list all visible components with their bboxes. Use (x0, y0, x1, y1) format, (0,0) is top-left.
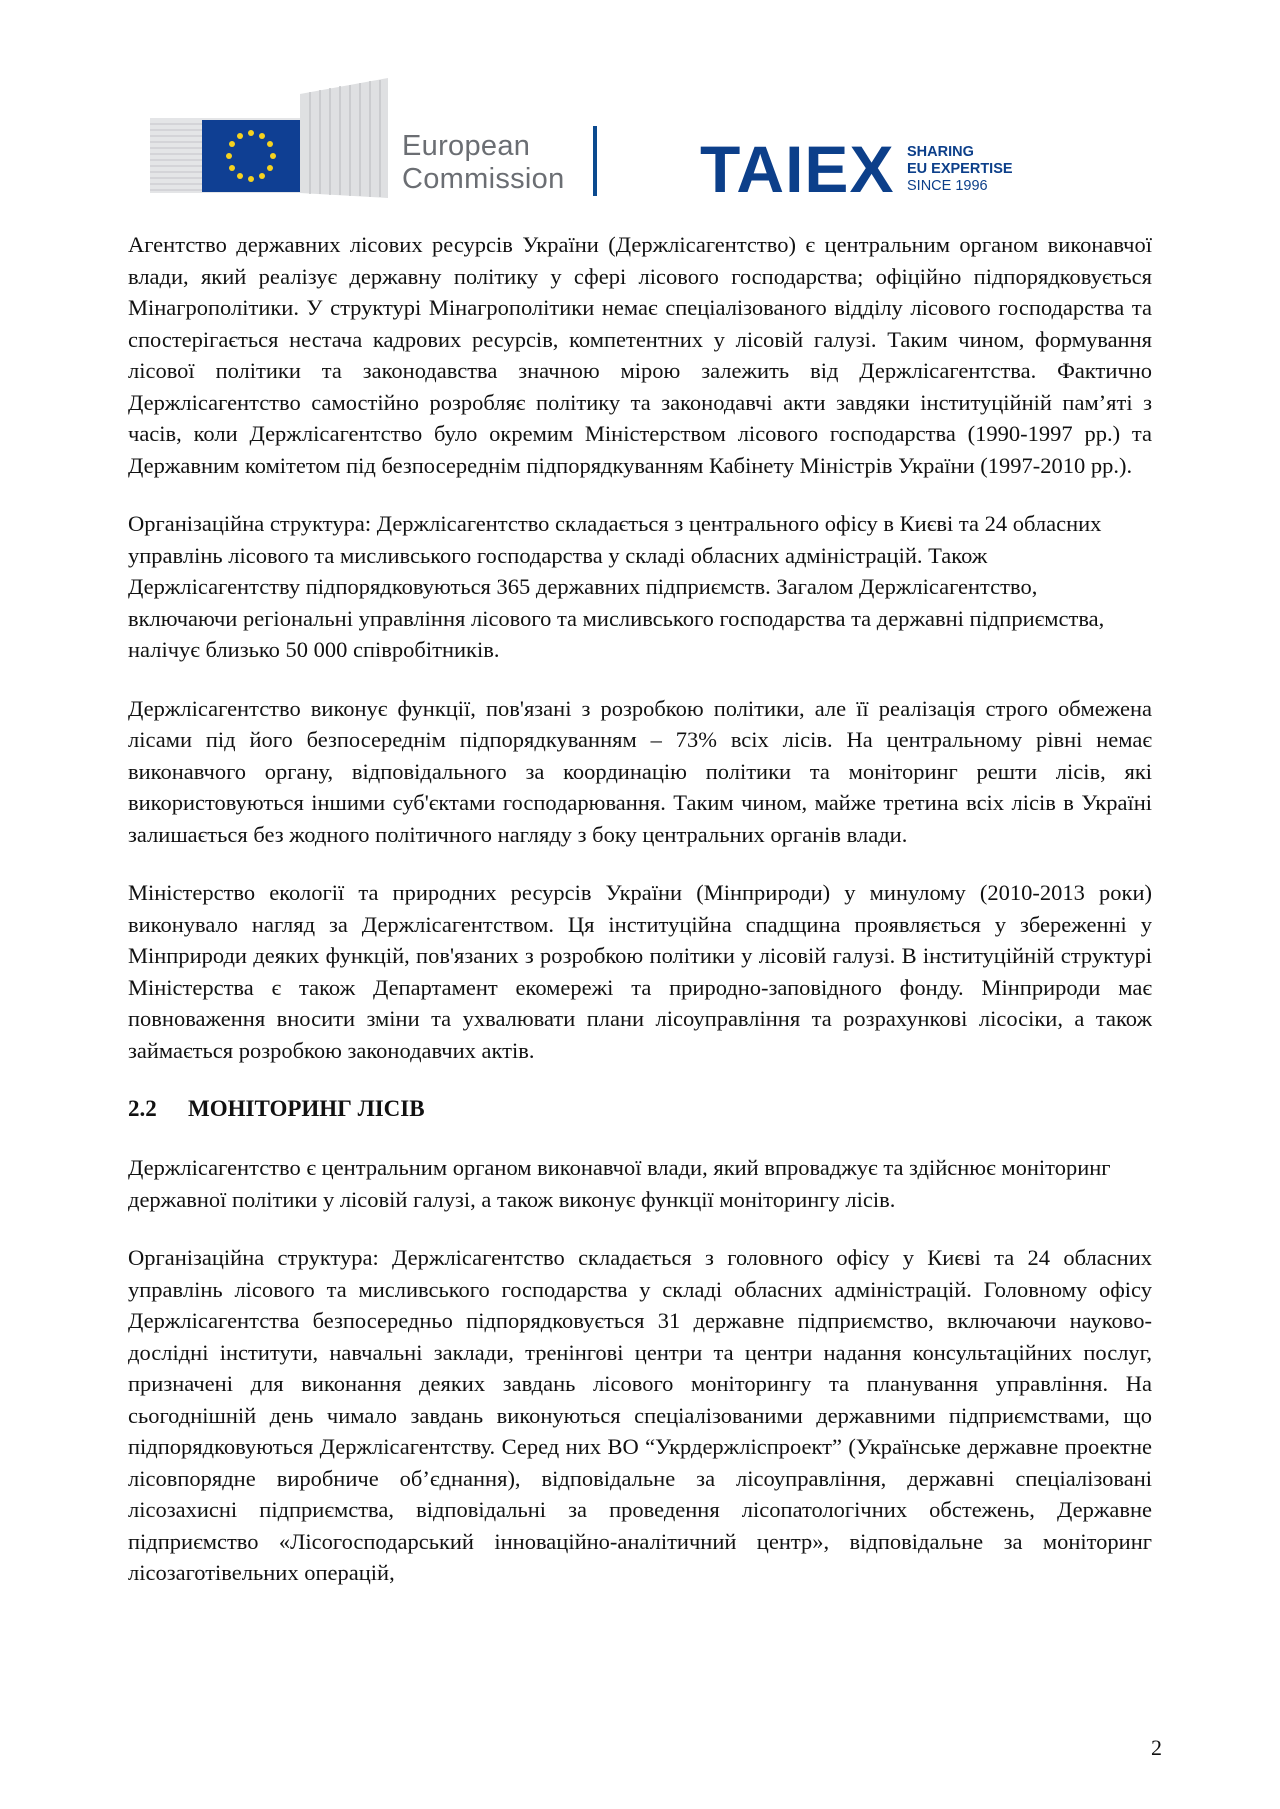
taiex-tagline-line-2: EU EXPERTISE (907, 161, 1013, 177)
body-paragraph: Держлісагентство виконує функції, пов'язані з розробкою політики, але її реалізація строго обмежена лісами під його безпосереднім підпорядкуванням – 73% всіх лісів. На центральному рівні немає виконавчого органу, відповідального за координацію політики та моніторинг решти лісів, які використовуються іншими суб'єктами господарювання. Таким чином, майже третина всіх лісів в Україні залишається без жодного політичного нагляду з боку центральних органів влади. (128, 695, 1152, 847)
body-paragraph: Держлісагентство є центральним органом виконавчої влади, який впроваджує та здійснює моніторинг державної політики у лісовій галузі, а також виконує функції моніторингу лісів. (128, 1155, 1111, 1212)
european-commission-logo-icon (150, 78, 390, 198)
body-paragraph: Організаційна структура: Держлісагентство складається з центрального офісу в Києві та 24 обласних управлінь лісового та мисливського господарства у складі обласних адміністрацій. Також Держлісагентству підпорядковуються 365 державних підприємств. Загалом Держлісагентство, включаючи регіональні управління лісового та мисливського господарства та державні підприємства, налічує близько 50 000 співробітників. (128, 511, 1105, 662)
logo-divider (593, 126, 597, 196)
body-paragraph: Організаційна структура: Держлісагентство складається з головного офісу у Києві та 24 обласних управлінь лісового та мисливського господарства у складі обласних адміністрацій. Головному офісу Держлісагентства безпосередньо підпорядковується 31 державне підприємство, включаючи науково-дослідні інститути, навчальні заклади, тренінгові центри та центри надання консультаційних послуг, призначені для виконання деяких завдань лісового моніторингу та планування управління. На сьогоднішній день чимало завдань виконуються спеціалізованими державними підприємствами, що підпорядковуються Держлісагентству. Серед них ВО “Укрдержліспроект” (Українське державне проектне лісовпорядне виробниче об’єднання), відповідальне за лісоуправління, державні спеціалізовані лісозахисні підприємства, відповідальні за проведення лісопатологічних обстежень, Державне підприємство «Лісогосподарський інноваційно-аналітичний центр», відповідальне за моніторинг лісозаготівельних операцій, (128, 1245, 1152, 1585)
section-heading (128, 1093, 1152, 1124)
taiex-tagline-line-3: SINCE 1996 (907, 178, 988, 194)
ec-wordmark-line-1: European (402, 130, 531, 162)
section-title: МОНІТОРИНГ ЛІСІВ (188, 1096, 425, 1121)
body-paragraph: Агентство державних лісових ресурсів України (Держлісагентство) є центральним органом виконавчої влади, який реалізує державну політику у сфері лісового господарства; офіційно підпорядковується Мінагрополітики. У структурі Мінагрополітики немає спеціалізованого відділу лісового господарства та спостерігається нестача кадрових ресурсів, компетентних у лісовій галузі. Таким чином, формування лісової політики та законодавства значною мірою залежить від Держлісагентства. Фактично Держлісагентство самостійно розробляє політику та законодавчі акти завдяки інституційній пам’яті з часів, коли Держлісагентство було окремим Міністерством лісового господарства (1990-1997 рр.) та Державним комітетом під безпосереднім підпорядкуванням Кабінету Міністрів України (1997-2010 рр.). (128, 232, 1152, 478)
section-number: 2.2 (128, 1096, 157, 1121)
document-body (128, 229, 1152, 1616)
european-commission-wordmark (402, 130, 565, 196)
ec-wordmark-line-2: Commission (402, 163, 565, 195)
taiex-tagline-line-1: SHARING (907, 144, 974, 160)
body-paragraph: Міністерство екології та природних ресурсів України (Мінприроди) у минулому (2010-2013 роки) виконувало нагляд за Держлісагентством. Ця інституційна спадщина проявляється у збереженні у Мінприроди деяких функцій, пов'язаних з розробкою політики у лісовій галузі. В інституційній структурі Міністерства є також Департамент екомережі та природно-заповідного фонду. Мінприроди має повноваження вносити зміни та ухвалювати плани лісоуправління та розрахункові лісосіки, а також займається розробкою законодавчих актів. (128, 880, 1152, 1063)
taiex-tagline (907, 144, 1013, 195)
page-number: 2 (1151, 1735, 1162, 1760)
taiex-wordmark: TAIEX (700, 132, 895, 206)
document-header (150, 78, 1050, 206)
